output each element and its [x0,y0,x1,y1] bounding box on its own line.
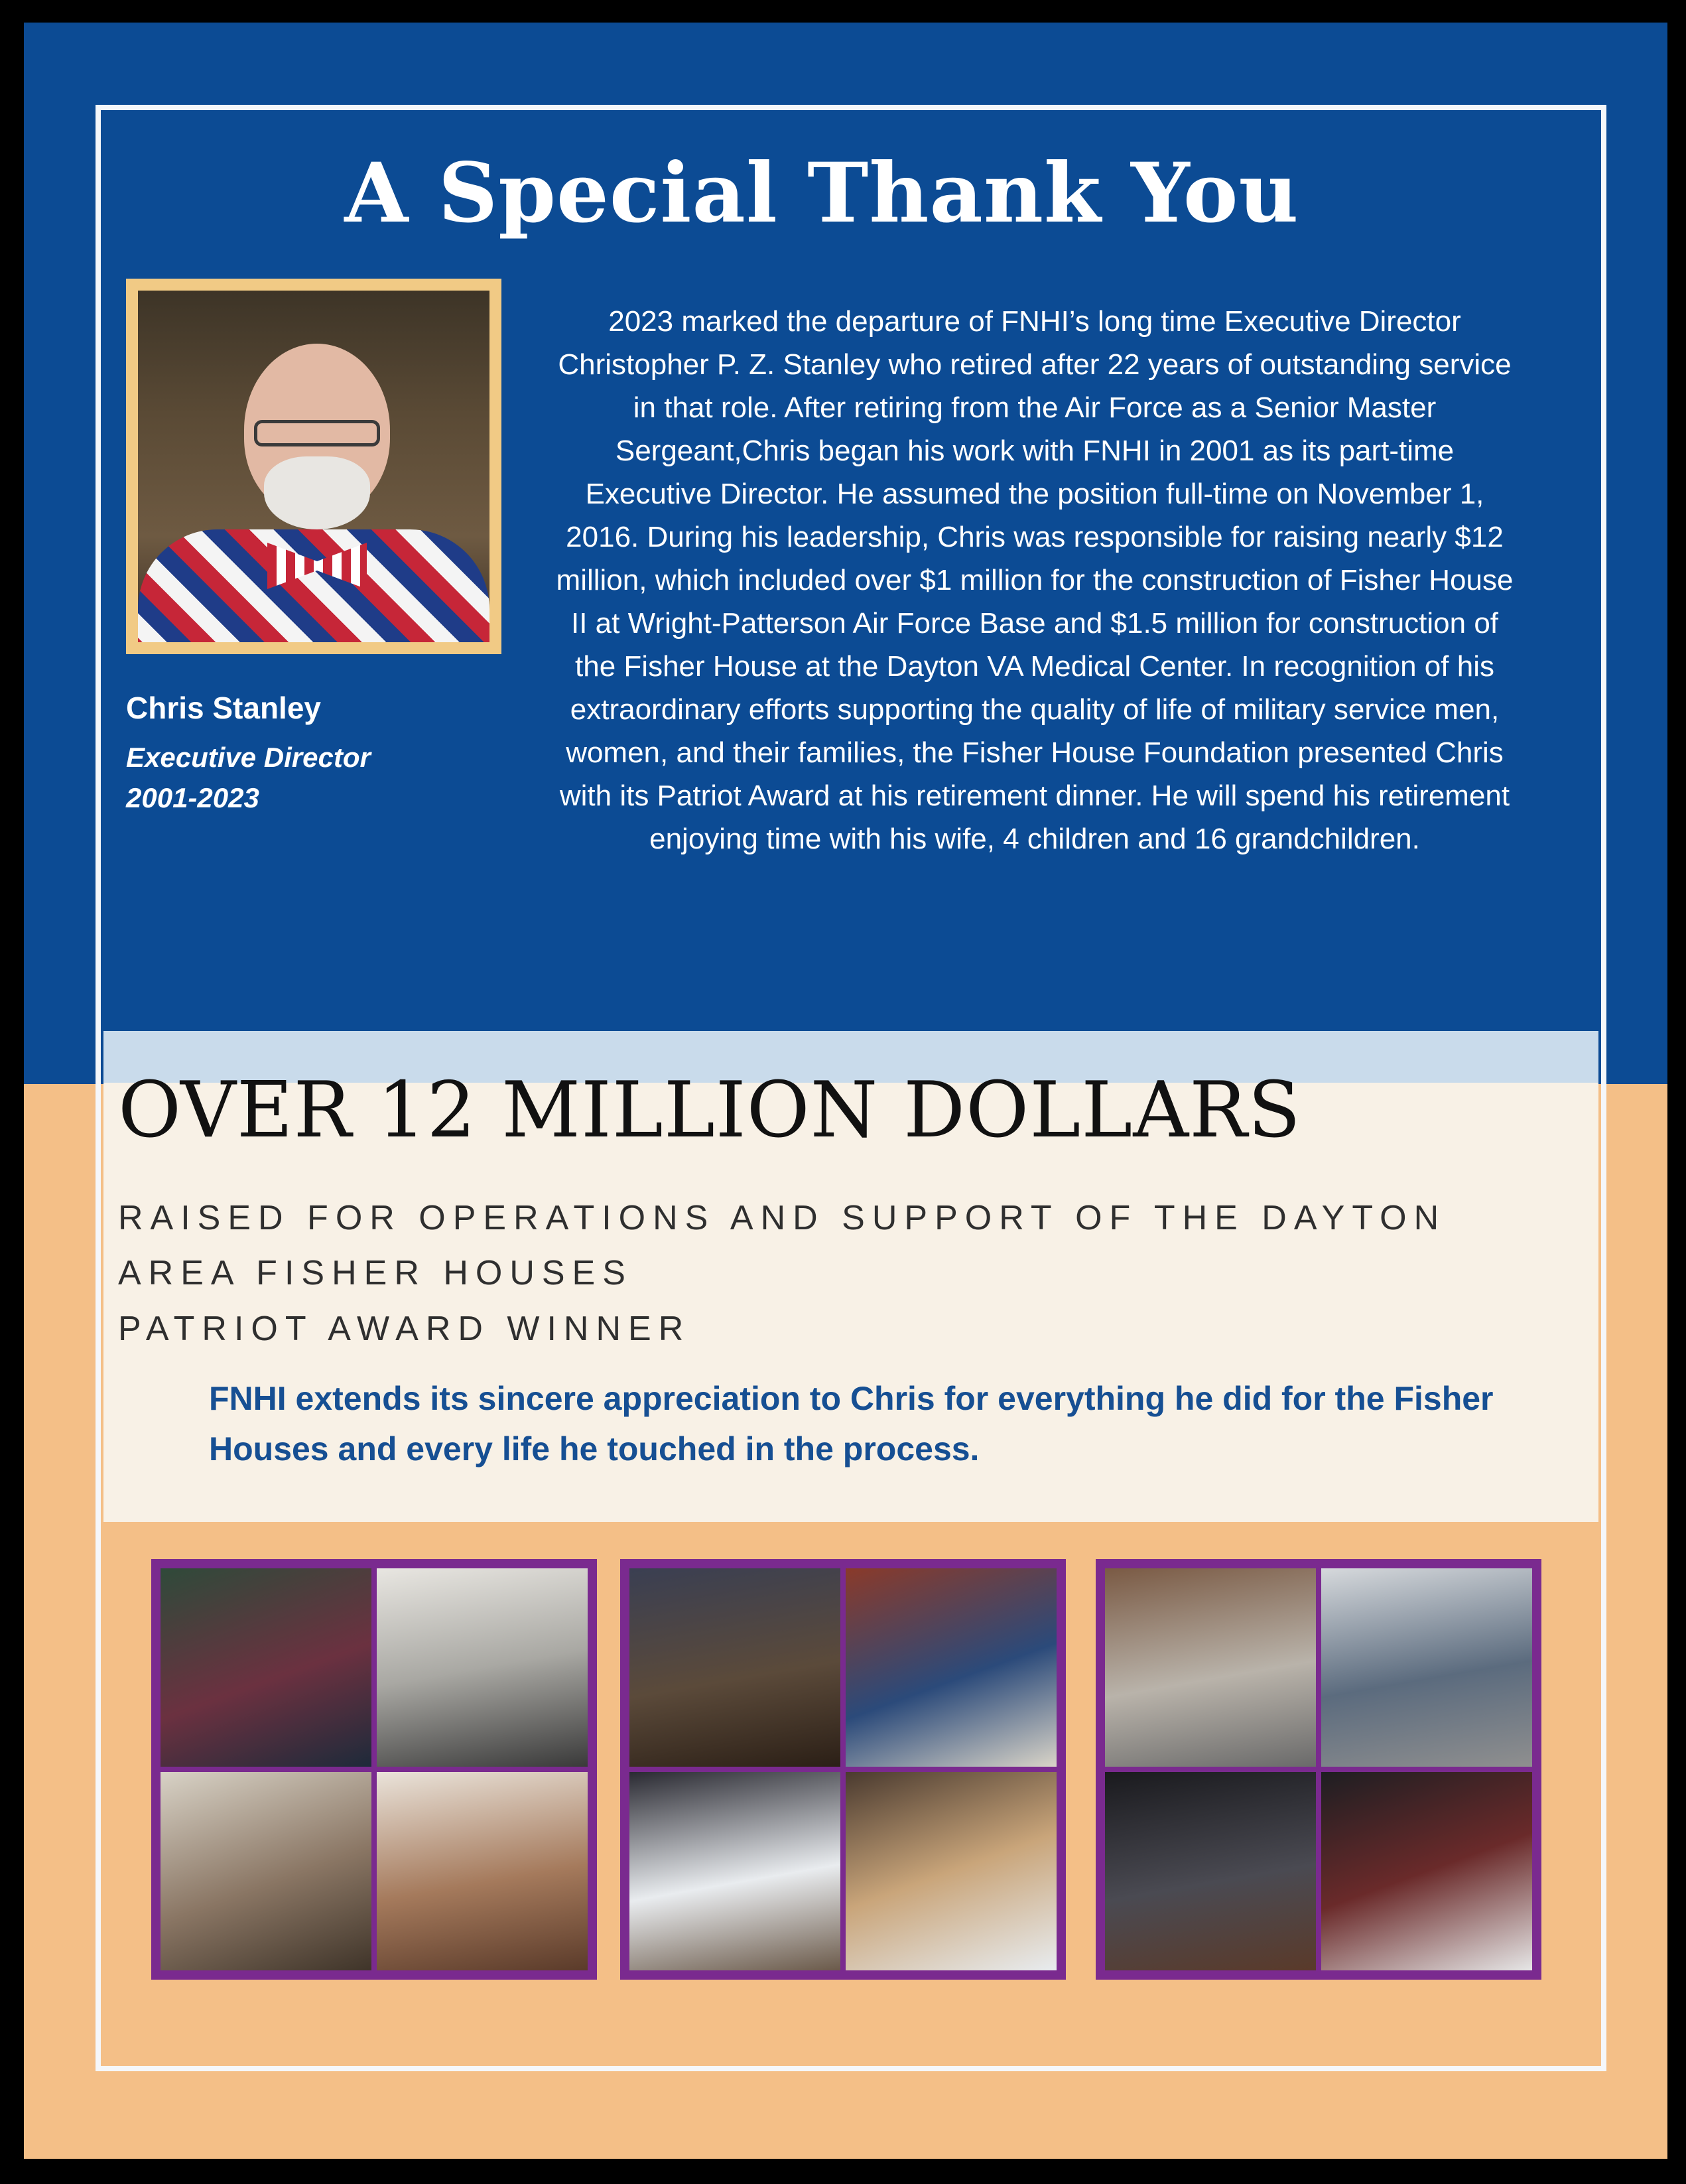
collage-photo [1105,1568,1316,1767]
collage-photo [1105,1772,1316,1970]
profile-role-years: 2001-2023 [126,782,259,813]
collage-photo [629,1568,840,1767]
collage-photo [846,1772,1057,1970]
photo-collage-1 [151,1559,597,1980]
profile-role-title: Executive Director [126,742,371,773]
collage-photo [377,1568,588,1767]
portrait-glasses [254,420,380,446]
collage-photo [846,1568,1057,1767]
portrait-beard [264,456,370,529]
highlight-line-3: PATRIOT AWARD WINNER [118,1310,691,1348]
collage-photo [377,1772,588,1970]
profile-role [126,738,371,819]
highlight-headline: OVER 12 MILLION DOLLARS [118,1065,1301,1155]
profile-name: Chris Stanley [126,691,321,725]
collage-photo [161,1772,371,1970]
page-title: A Special Thank You [344,145,1299,241]
photo-collage-3 [1096,1559,1541,1980]
collage-photo [1321,1568,1532,1767]
collage-photo [629,1772,840,1970]
highlight-line-2: AREA FISHER HOUSES [118,1254,633,1292]
highlight-line-1: RAISED FOR OPERATIONS AND SUPPORT OF THE DAYTON [118,1199,1447,1237]
bio-paragraph: 2023 marked the departure of FNHI’s long time Executive Director Christopher P. Z. Stanley who retired after 22 years of outstanding service in that role. After retiring from the Air Force as a Senior Master Sergeant,Chris began his work with FNHI in 2001 as its part-time Executive Director. He assumed the position full-time on November 1, 2016. During his leadership, Chris was responsible for raising nearly $12 million, which included over $1 million for the construction of Fisher House II at Wright-Patterson Air Force Base and $1.5 million for construction of the Fisher House at the Dayton VA Medical Center. In recognition of his extraordinary efforts supporting the quality of life of military service men, women, and their families, the Fisher House Foundation presented Chris with its Patriot Award at his retirement dinner. He will spend his retirement enjoying time with his wife, 4 children and 16 grandchildren. [556,305,1514,855]
portrait-photo [126,279,501,654]
photo-collage-2 [620,1559,1066,1980]
collage-photo [1321,1772,1532,1970]
collage-photo [161,1568,371,1767]
portrait-image [138,291,489,642]
appreciation-text: FNHI extends its sincere appreciation to Chris for everything he did for the Fisher Houses and every life he touched in the process. [209,1380,1494,1467]
portrait-shirt [138,529,489,642]
